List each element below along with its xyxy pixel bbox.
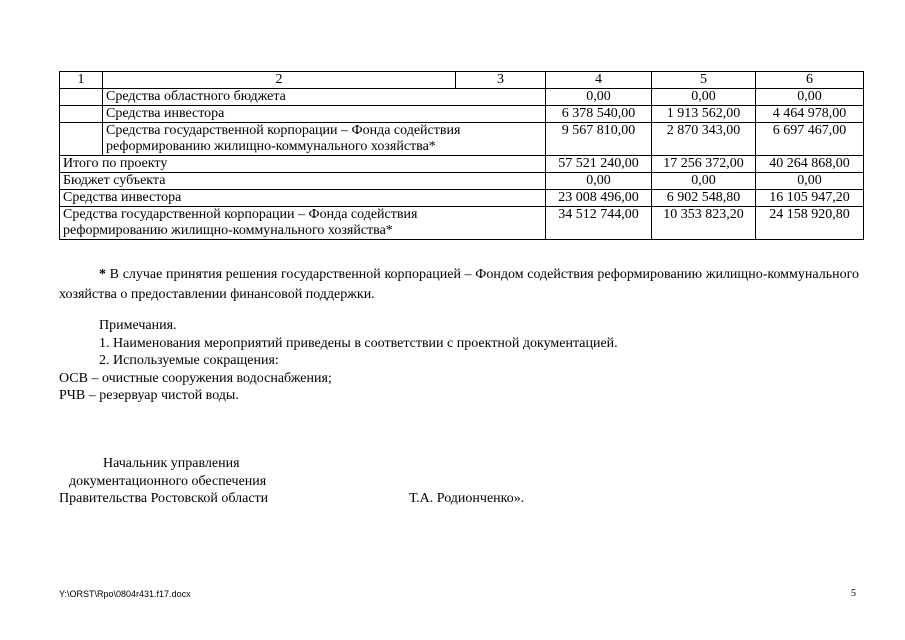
row-value-6: 4 464 978,00: [756, 106, 864, 123]
budget-table: [59, 71, 864, 240]
row-name: Средства инвестора: [103, 106, 546, 123]
total-name-line1: Средства государственной корпорации – Фонда содействия: [63, 207, 418, 222]
total-value-4: 34 512 744,00: [546, 207, 652, 240]
remarks-block: [59, 317, 618, 405]
row-value-4: 9 567 810,00: [546, 123, 652, 156]
total-value-6: 24 158 920,80: [756, 207, 864, 240]
total-value-5: 17 256 372,00: [652, 156, 756, 173]
total-row: [60, 190, 864, 207]
footnote-marker: *: [99, 267, 106, 282]
total-value-6: 16 105 947,20: [756, 190, 864, 207]
table-row: [60, 123, 864, 156]
total-value-6: 40 264 868,00: [756, 156, 864, 173]
footer-file-path: Y:\ORST\Rpo\0804r431.f17.docx: [59, 589, 191, 599]
total-value-5: 10 353 823,20: [652, 207, 756, 240]
total-name: Бюджет субъекта: [60, 173, 546, 190]
abbreviation-rchv: РЧВ – резервуар чистой воды.: [59, 388, 239, 403]
abbreviation-osv: ОСВ – очистные сооружения водоснабжения;: [59, 370, 332, 386]
row-name: Средства областного бюджета: [103, 89, 546, 106]
table-header-row: [60, 72, 864, 89]
header-cell-5: 5: [652, 72, 756, 89]
table-row: [60, 106, 864, 123]
footnote-text: В случае принятия решения государственной корпорацией – Фондом содействия реформированию жилищно-коммунального хозяйства о предоставлении финансовой поддержки.: [59, 267, 859, 302]
header-cell-2: 2: [103, 72, 456, 89]
remarks-title: Примечания.: [99, 318, 177, 333]
total-value-4: 23 008 496,00: [546, 190, 652, 207]
table-row: [60, 89, 864, 106]
signature-name: Т.А. Родионченко».: [409, 491, 525, 506]
row-value-6: 0,00: [756, 89, 864, 106]
total-value-6: 0,00: [756, 173, 864, 190]
row-name-line1: Средства государственной корпорации – Фонда содействия: [106, 123, 461, 138]
total-row: [60, 207, 864, 240]
row-value-5: 1 913 562,00: [652, 106, 756, 123]
row-value-5: 2 870 343,00: [652, 123, 756, 156]
row-value-4: 6 378 540,00: [546, 106, 652, 123]
total-value-5: 6 902 548,80: [652, 190, 756, 207]
remarks-item-1: 1. Наименования мероприятий приведены в соответствии с проектной документацией.: [99, 335, 618, 351]
signature-position-line1: Начальник управления: [103, 456, 240, 471]
page-number: 5: [851, 588, 856, 599]
header-cell-3: 3: [456, 72, 546, 89]
row-index-cell: [60, 89, 103, 106]
total-name: Средства инвестора: [60, 190, 546, 207]
remarks-item-2: 2. Используемые сокращения:: [99, 353, 279, 368]
total-name: Итого по проекту: [60, 156, 546, 173]
total-value-4: 57 521 240,00: [546, 156, 652, 173]
total-row: [60, 156, 864, 173]
header-cell-1: 1: [60, 72, 103, 89]
total-name: [60, 207, 546, 240]
row-index-cell: [60, 123, 103, 156]
row-value-5: 0,00: [652, 89, 756, 106]
total-row: [60, 173, 864, 190]
row-value-4: 0,00: [546, 89, 652, 106]
total-value-5: 0,00: [652, 173, 756, 190]
footnote: [59, 265, 859, 305]
header-cell-4: 4: [546, 72, 652, 89]
row-index-cell: [60, 106, 103, 123]
header-cell-6: 6: [756, 72, 864, 89]
total-name-line2: реформированию жилищно-коммунального хозяйства*: [63, 223, 393, 238]
signature-position-line3: Правительства Ростовской области: [59, 491, 269, 506]
total-value-4: 0,00: [546, 173, 652, 190]
row-name-line2: реформированию жилищно-коммунального хозяйства*: [106, 139, 436, 154]
signature-position-line2: документационного обеспечения: [69, 474, 267, 489]
row-value-6: 6 697 467,00: [756, 123, 864, 156]
row-name: [103, 123, 546, 156]
